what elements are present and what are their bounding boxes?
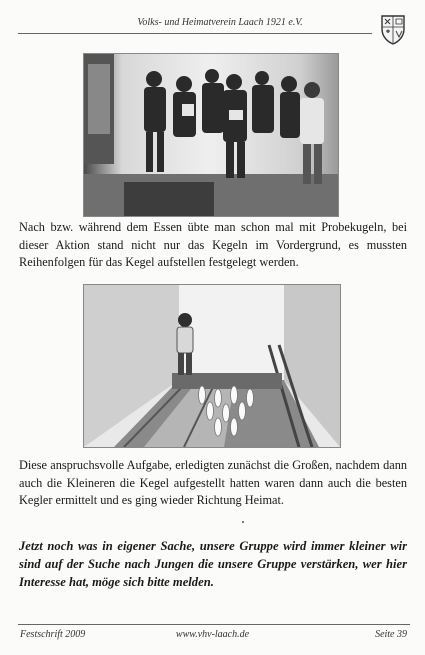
footer-page-number: Seite 39 — [375, 629, 407, 640]
coat-of-arms-icon — [380, 13, 406, 45]
photo-bowling-lane-pins — [83, 284, 341, 448]
photo-children-bowling-alley — [83, 53, 339, 217]
footer-divider — [18, 624, 410, 625]
paragraph-best-bowlers: Diese anspruchsvolle Aufgabe, erledigten zunächst die Großen, nachdem dann auch die Kleineren die Kegel aufgestellt hatten waren dann auch die besten Kegler ermittelt und es ging wieder Richtung Heimat. — [19, 458, 407, 507]
paragraph-recruitment-call: Jetzt noch was in eigener Sache, unsere Gruppe wird immer kleiner wir sind auf der Suche nach Jungen die unsere Gruppe verstärken, wer hier Interesse hat, möge sich bitte melden. — [19, 539, 407, 589]
paragraph-practice-session: Nach bzw. während dem Essen übte man schon mal mit Probekugeln, bei dieser Aktion stand nicht nur das Kegeln im Vordergrund, es mussten Reihenfolgen für das Kegel aufstellen festgelegt werden. — [19, 220, 407, 269]
footer-publication: Festschrift 2009 — [20, 629, 86, 640]
speck — [242, 521, 244, 523]
footer-website-link[interactable]: www.vhv-laach.de — [175, 629, 250, 640]
header-divider — [18, 33, 372, 34]
page-header-title: Volks- und Heimatverein Laach 1921 e.V. — [137, 17, 303, 28]
